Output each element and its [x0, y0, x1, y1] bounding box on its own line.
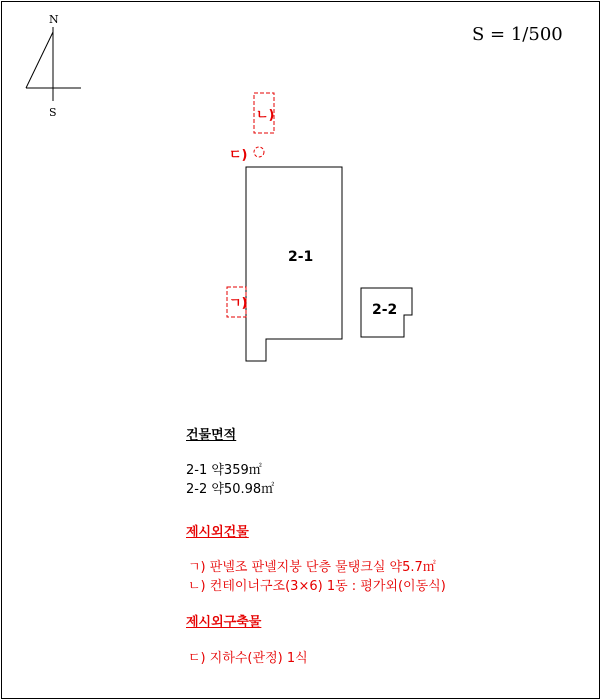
scale-label: S = 1/500	[472, 24, 563, 45]
excluded-buildings-line-2: ㄴ) 컨테이너구조(3×6) 1동 : 평가외(이동식)	[188, 579, 446, 594]
building-area-line-1: 2-1 약359㎡	[186, 463, 262, 478]
building-area-line-2: 2-2 약50.98㎡	[186, 482, 275, 497]
north-label: N	[49, 13, 59, 26]
well-circle-icon	[254, 147, 264, 157]
marker-b-label: ㄴ)	[256, 108, 275, 123]
excluded-buildings-title: 제시외건물	[186, 525, 249, 540]
building-2-1-label: 2-1	[288, 249, 314, 265]
excluded-buildings-line-1: ㄱ) 판넬조 판넬지붕 단층 물탱크실 약5.7㎡	[188, 560, 436, 575]
south-label: S	[49, 106, 57, 119]
building-2-2-label: 2-2	[372, 302, 398, 318]
excluded-structures-line-1: ㄷ) 지하수(관정) 1식	[188, 651, 308, 666]
marker-c-label: ㄷ)	[229, 148, 248, 163]
excluded-structures-title: 제시외구축물	[186, 615, 262, 630]
north-arrow-icon	[26, 27, 81, 101]
marker-a-label: ㄱ)	[229, 296, 248, 311]
building-area-title: 건물면적	[186, 428, 237, 443]
